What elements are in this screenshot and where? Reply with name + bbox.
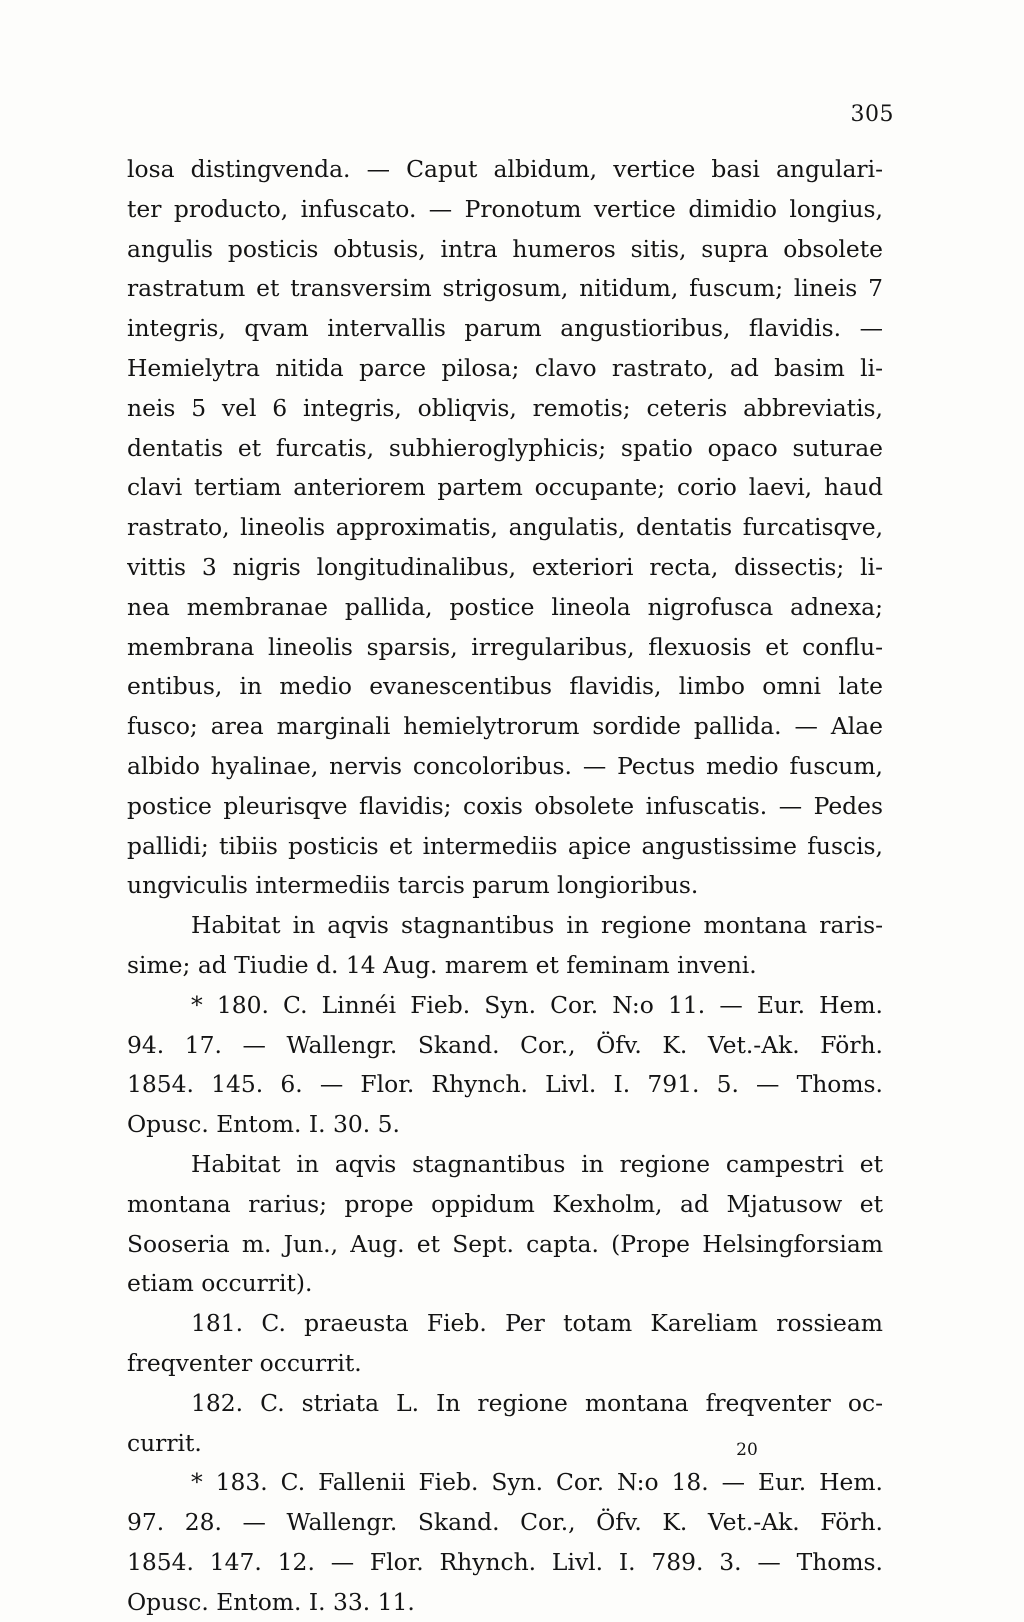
text-line: Opusc. Entom. I. 33. 11.: [127, 1587, 415, 1616]
text-line: 94. 17. — Wallengr. Skand. Cor., Öfv. K. Vet.-Ak. Förh.: [127, 1030, 883, 1059]
text-line: vittis 3 nigris longitudinalibus, exteriori recta, dissectis; li-: [127, 552, 883, 581]
text-line: dentatis et furcatis, subhieroglyphicis; spatio opaco suturae: [127, 433, 883, 462]
text-line: rastratum et transversim strigosum, nitidum, fuscum; lineis 7: [127, 274, 883, 303]
text-line: nea membranae pallida, postice lineola nigrofusca adnexa;: [127, 592, 883, 621]
text-line: Hemielytra nitida parce pilosa; clavo rastrato, ad basim li-: [127, 353, 883, 382]
text-line: neis 5 vel 6 integris, obliqvis, remotis; ceteris abbreviatis,: [127, 393, 883, 422]
species-entry-181: 181. C. praeusta Fieb. Per totam Kareliam rossieam: [191, 1309, 883, 1338]
text-line: albido hyalinae, nervis concoloribus. — Pectus medio fuscum,: [127, 751, 883, 780]
text-line: membrana lineolis sparsis, irregularibus, flexuosis et conflu-: [127, 632, 883, 661]
text-line: Opusc. Entom. I. 30. 5.: [127, 1110, 400, 1139]
species-entry-182: 182. C. striata L. In regione montana freqventer oc-: [191, 1388, 883, 1417]
text-line: pallidi; tibiis posticis et intermediis apice angustissime fuscis,: [127, 831, 883, 860]
text-line: etiam occurrit).: [127, 1269, 313, 1298]
text-line: montana rarius; prope oppidum Kexholm, ad Mjatusow et: [127, 1189, 883, 1218]
text-line: Sooseria m. Jun., Aug. et Sept. capta. (Prope Helsingforsiam: [127, 1229, 883, 1258]
signature-mark: 20: [736, 1440, 758, 1460]
text-line: angulis posticis obtusis, intra humeros sitis, supra obsolete: [127, 234, 883, 263]
text-line: fusco; area marginali hemielytrorum sordide pallida. — Alae: [127, 712, 883, 741]
text-line: Habitat in aqvis stagnantibus in regione montana raris-: [191, 911, 883, 940]
species-entry-183: * 183. C. Fallenii Fieb. Syn. Cor. N:o 18. — Eur. Hem.: [191, 1468, 883, 1497]
species-entry-180: * 180. C. Linnéi Fieb. Syn. Cor. N:o 11. — Eur. Hem.: [191, 990, 883, 1019]
text-line: ter producto, infuscato. — Pronotum vertice dimidio longius,: [127, 194, 883, 223]
text-line: ungviculis intermediis tarcis parum longioribus.: [127, 871, 699, 900]
page-number: 305: [850, 102, 894, 127]
text-line: 1854. 147. 12. — Flor. Rhynch. Livl. I. 789. 3. — Thoms.: [127, 1547, 883, 1576]
text-line: integris, qvam intervallis parum angustioribus, flavidis. —: [127, 314, 883, 343]
text-line: rastrato, lineolis approximatis, angulatis, dentatis furcatisqve,: [127, 513, 883, 542]
text-line: freqventer occurrit.: [127, 1348, 362, 1377]
text-line: postice pleurisqve flavidis; coxis obsolete infuscatis. — Pedes: [127, 791, 883, 820]
text-line: clavi tertiam anteriorem partem occupante; corio laevi, haud: [127, 473, 883, 502]
text-line: entibus, in medio evanescentibus flavidis, limbo omni late: [127, 672, 883, 701]
text-line: Habitat in aqvis stagnantibus in regione campestri et: [191, 1149, 883, 1178]
text-line: currit.: [127, 1428, 202, 1457]
body-text: [127, 150, 883, 1622]
text-line: losa distingvenda. — Caput albidum, vertice basi angulari-: [127, 155, 883, 183]
text-line: 1854. 145. 6. — Flor. Rhynch. Livl. I. 791. 5. — Thoms.: [127, 1070, 883, 1099]
text-line: 97. 28. — Wallengr. Skand. Cor., Öfv. K. Vet.-Ak. Förh.: [127, 1508, 883, 1537]
text-line: sime; ad Tiudie d. 14 Aug. marem et feminam inveni.: [127, 950, 757, 979]
